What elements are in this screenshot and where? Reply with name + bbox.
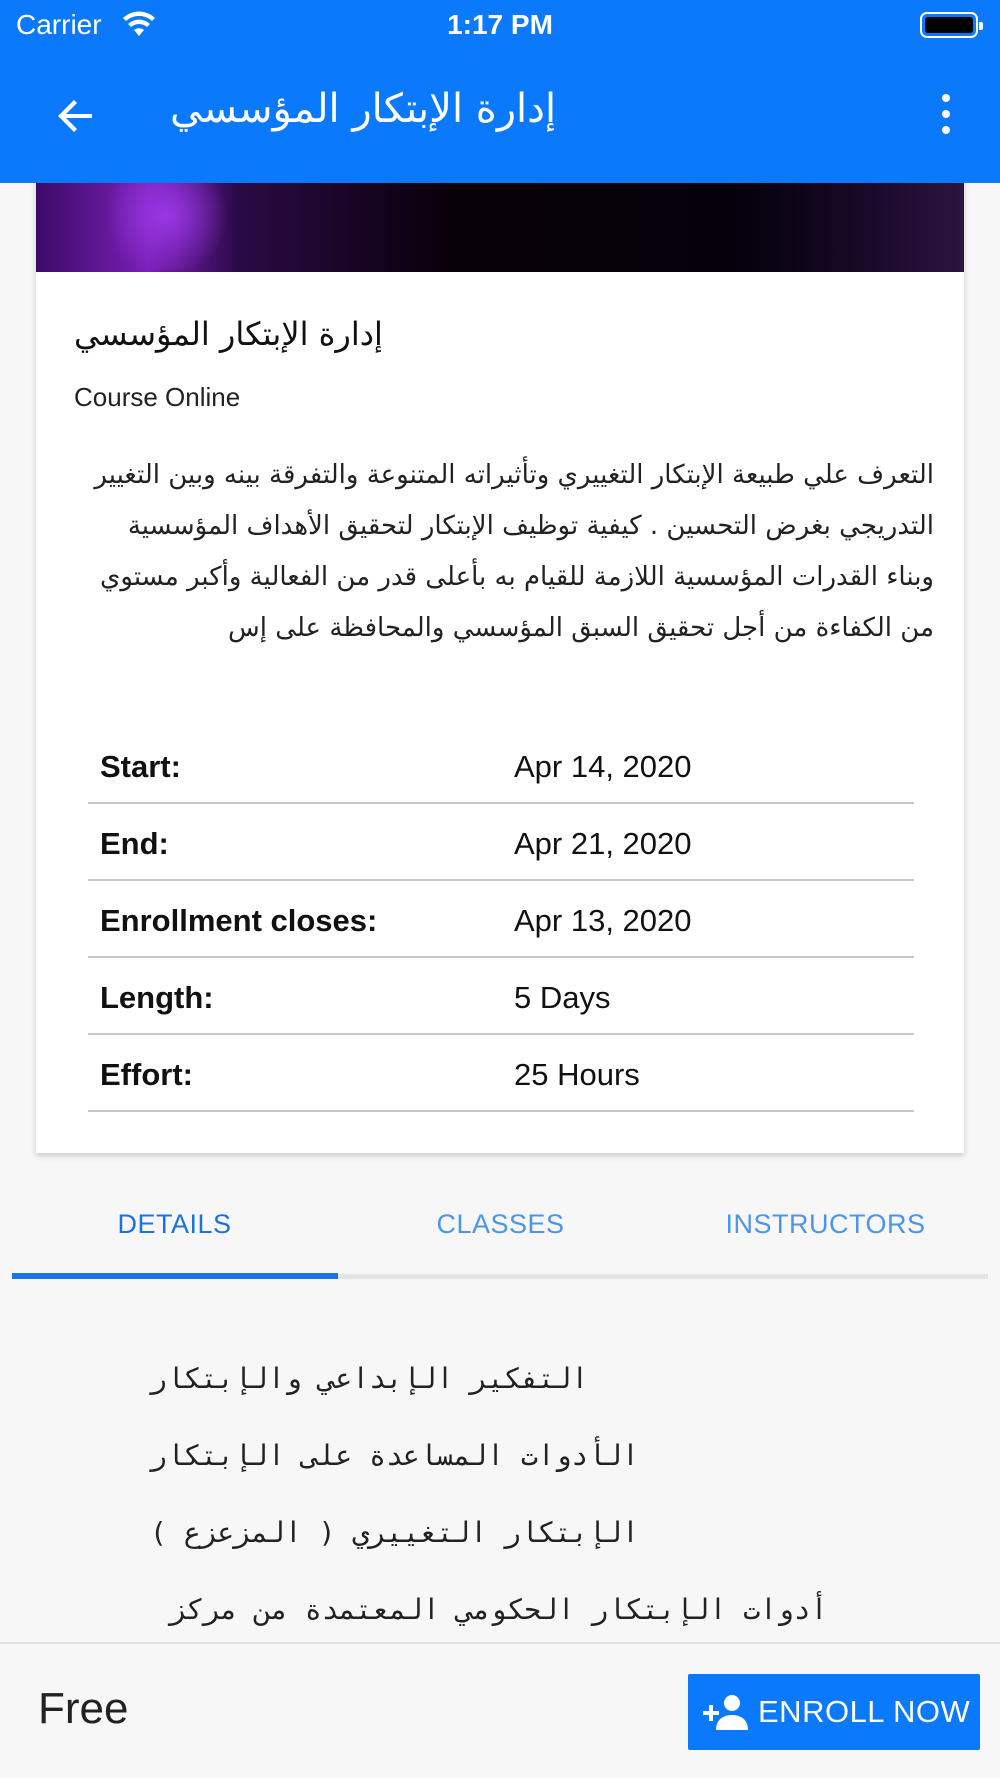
course-card bbox=[36, 150, 964, 1153]
details-line: الأدوات المساعدة على الإبتكار bbox=[150, 1439, 639, 1472]
carrier-label: Carrier bbox=[16, 9, 102, 40]
fact-label: Enrollment closes: bbox=[100, 903, 378, 938]
details-line: أدوات الإبتكار الحكومي المعتمدة من مركز bbox=[170, 1593, 828, 1626]
fact-value: Apr 21, 2020 bbox=[514, 826, 692, 861]
tab-classes[interactable]: CLASSES bbox=[436, 1209, 565, 1239]
page-title: إدارة الإبتكار المؤسسي bbox=[170, 86, 557, 132]
price-label: Free bbox=[38, 1684, 129, 1733]
fact-row-start bbox=[88, 727, 914, 804]
back-arrow-icon[interactable] bbox=[52, 92, 100, 140]
tab-instructors[interactable]: INSTRUCTORS bbox=[725, 1209, 926, 1239]
app-header bbox=[0, 0, 1000, 183]
fact-row-length bbox=[88, 958, 914, 1035]
fact-value: Apr 13, 2020 bbox=[514, 903, 692, 938]
bottom-bar bbox=[0, 1642, 1000, 1778]
battery-icon bbox=[920, 12, 978, 38]
fact-label: Start: bbox=[100, 749, 181, 784]
details-line: التفكير الإبداعي والإبتكار bbox=[150, 1362, 589, 1395]
clock: 1:17 PM bbox=[447, 9, 553, 40]
fact-label: Effort: bbox=[100, 1057, 193, 1092]
fact-value: Apr 14, 2020 bbox=[514, 749, 692, 784]
fact-row-end bbox=[88, 804, 914, 881]
course-description bbox=[74, 450, 934, 654]
course-facts-table bbox=[88, 727, 914, 1112]
more-options-icon[interactable] bbox=[936, 94, 956, 138]
fact-label: Length: bbox=[100, 980, 214, 1015]
status-bar bbox=[0, 0, 1000, 50]
enroll-now-button[interactable] bbox=[688, 1674, 980, 1750]
tab-active-indicator bbox=[12, 1273, 338, 1279]
fact-label: End: bbox=[100, 826, 169, 861]
fact-row-effort bbox=[88, 1035, 914, 1112]
course-title: إدارة الإبتكار المؤسسي bbox=[74, 315, 383, 353]
add-person-icon bbox=[702, 1692, 750, 1732]
course-tabs bbox=[12, 1186, 988, 1280]
course-description-text: التعرف علي طبيعة الإبتكار التغييري وتأثيراته المتنوعة والتفرقة بينه وبين التغيير التدريجي بغرض التحسين . كيفية توظيف الإبتكار لتحقيق الأهداف المؤسسية وبناء القدرات المؤسسية اللازمة للقيام به بأعلى قدر من الفعالية وأكبر مستوي من الكفاءة من أجل تحقيق السبق المؤسسي والمحافظة على إس bbox=[94, 460, 934, 643]
fact-row-enrollment-closes bbox=[88, 881, 914, 958]
tab-details[interactable]: DETAILS bbox=[117, 1209, 232, 1239]
course-subtitle: Course Online bbox=[74, 382, 241, 412]
fact-value: 25 Hours bbox=[514, 1057, 640, 1092]
details-content bbox=[0, 1330, 1000, 1642]
enroll-now-label: ENROLL NOW bbox=[758, 1694, 971, 1729]
fact-value: 5 Days bbox=[514, 980, 611, 1015]
details-line: الإبتكار التغييري ( المزعزع ) bbox=[150, 1516, 639, 1549]
